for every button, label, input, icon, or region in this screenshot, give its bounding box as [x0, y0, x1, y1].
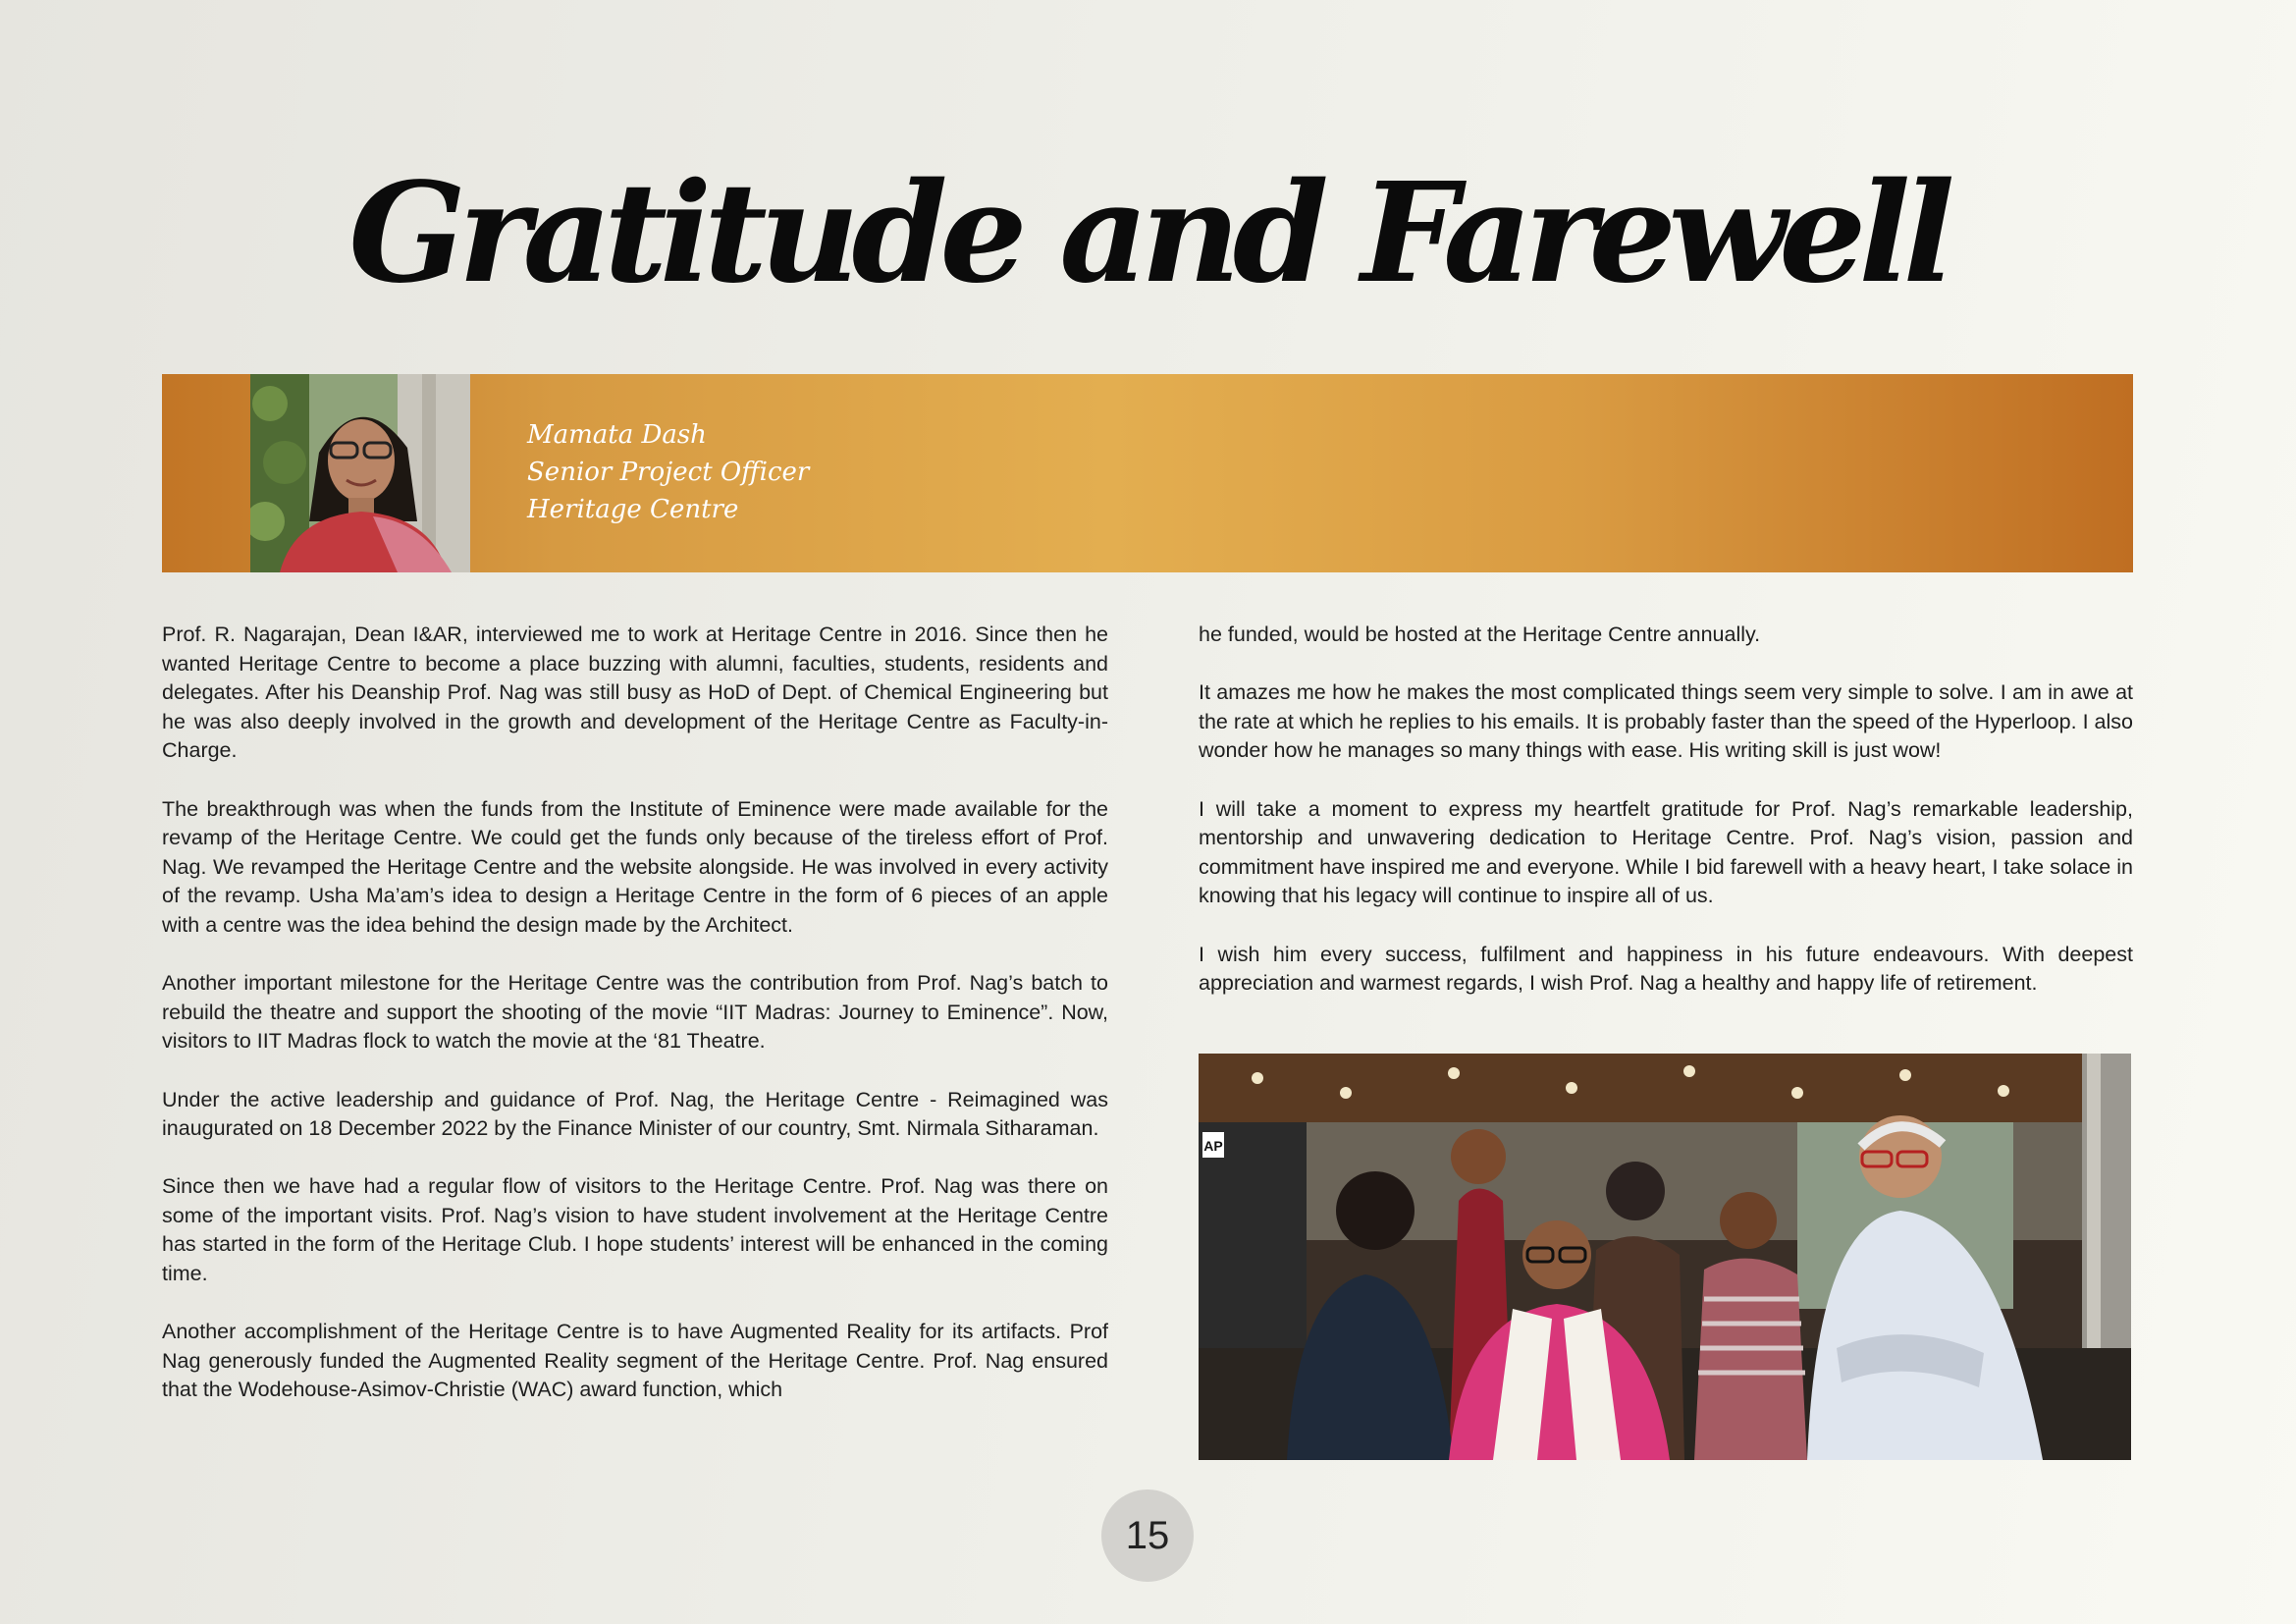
event-photo: [1199, 1054, 2131, 1460]
paragraph: he funded, would be hosted at the Heritage Centre annually.: [1199, 623, 1761, 646]
article-column-left: [162, 621, 1108, 1405]
author-role: Senior Project Officer: [527, 458, 810, 487]
author-banner: [162, 374, 2133, 572]
paragraph: Prof. R. Nagarajan, Dean I&AR, interviewed me to work at Heritage Centre in 2016. Since then he wanted Heritage Centre to become a place buzzing with alumni, faculties, students, residents and delegates. After his Deanship Prof. Nag was still busy as HoD of Dept. of Chemical Engineering but he was also deeply involved in the growth and development of the Heritage Centre as Faculty-in-Charge.: [162, 623, 1108, 763]
article-column-right: [1199, 621, 2133, 999]
paragraph: Another important milestone for the Heritage Centre was the contribution from Prof. Nag’s batch to rebuild the theatre and support the shooting of the movie “IIT Madras: Journey to Eminence”. Now, visitors to IIT Madras flock to watch the movie at the ‘81 Theatre.: [162, 971, 1108, 1054]
author-name: Mamata Dash: [527, 420, 707, 450]
paragraph: I wish him every success, fulfilment and happiness in his future endeavours. With deepest appreciation and warmest regards, I wish Prof. Nag a healthy and happy life of retirement.: [1199, 942, 2133, 996]
page-number: 15: [1101, 1489, 1194, 1582]
author-credit: [527, 416, 809, 528]
paragraph: I will take a moment to express my heartfelt gratitude for Prof. Nag’s remarkable leadership, mentorship and unwavering dedication to Heritage Centre. Prof. Nag’s vision, passion and commitment have inspired me and everyone. While I bid farewell with a heavy heart, I take solace in knowing that his legacy will continue to inspire all of us.: [1199, 796, 2133, 908]
paragraph: The breakthrough was when the funds from the Institute of Eminence were made available for the revamp of the Heritage Centre. We could get the funds only because of the tireless effort of Prof. Nag. We revamped the Heritage Centre and the website alongside. He was involved in every activity of the revamp. Usha Ma’am’s idea to design a Heritage Centre in the form of 6 pieces of an apple with a centre was the idea behind the design made by the Architect.: [162, 796, 1108, 937]
paragraph: Another accomplishment of the Heritage Centre is to have Augmented Reality for its artifacts. Prof Nag generously funded the Augmented Reality segment of the Heritage Centre. Prof. Nag ensured that the Wodehouse-Asimov-Christie (WAC) award function, which: [162, 1320, 1108, 1402]
paragraph: It amazes me how he makes the most complicated things seem very simple to solve. I am in awe at the rate at which he replies to his emails. It is probably faster than the speed of the Hyperloop. I also wonder how he manages so many things with ease. His writing skill is just wow!: [1199, 680, 2133, 763]
paragraph: Under the active leadership and guidance of Prof. Nag, the Heritage Centre - Reimagined was inaugurated on 18 December 2022 by the Finance Minister of our country, Smt. Nirmala Sitharaman.: [162, 1087, 1108, 1141]
page-title: Gratitude and Farewell: [348, 153, 1948, 314]
photo-sign: AP: [1203, 1138, 1223, 1154]
author-org: Heritage Centre: [527, 495, 739, 524]
author-portrait: [250, 374, 470, 572]
paragraph: Since then we have had a regular flow of visitors to the Heritage Centre. Prof. Nag was there on some of the important visits. Prof. Nag’s vision to have student involvement at the Heritage Centre has started in the form of the Heritage Club. I hope students’ interest will be enhanced in the coming time.: [162, 1174, 1108, 1286]
